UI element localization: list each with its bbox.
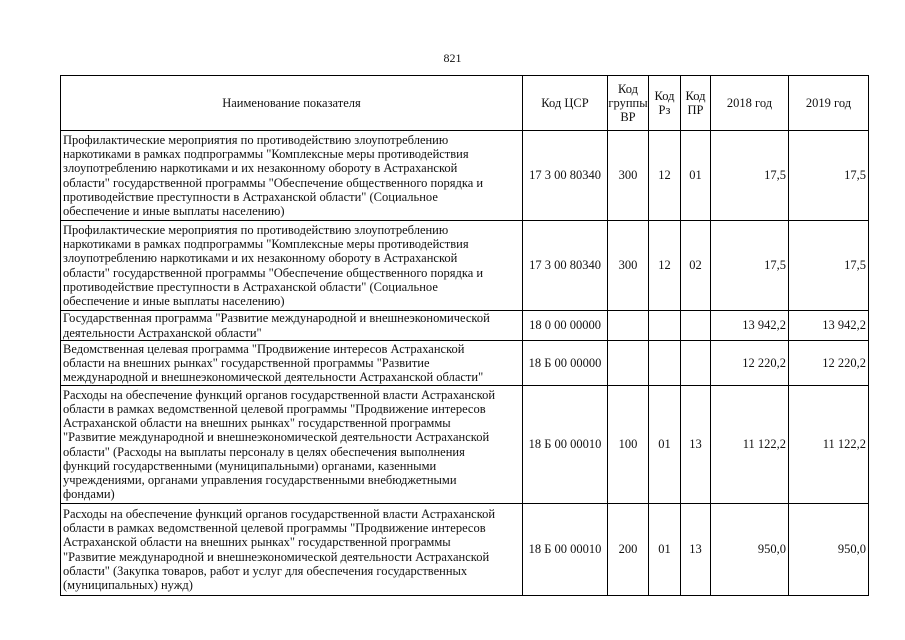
cell-vr-code: 300 (608, 221, 649, 311)
cell-pr-code (681, 341, 711, 386)
cell-pr-code (681, 311, 711, 341)
cell-amount-2018: 12 220,2 (711, 341, 789, 386)
cell-amount-2018: 11 122,2 (711, 386, 789, 504)
cell-pr-code: 13 (681, 504, 711, 596)
cell-rz-code: 01 (649, 504, 681, 596)
cell-indicator-name: Ведомственная целевая программа "Продвижение интересов Астраханской области на внешних рынках" государственной программы "Развитие международной и внешнеэкономической деятельности Астраханской области" (61, 341, 523, 386)
cell-pr-code: 13 (681, 386, 711, 504)
cell-vr-code: 300 (608, 131, 649, 221)
cell-amount-2019: 13 942,2 (789, 311, 869, 341)
cell-csr-code: 17 3 00 80340 (523, 131, 608, 221)
table-row (61, 131, 869, 221)
cell-amount-2018: 13 942,2 (711, 311, 789, 341)
table-row (61, 221, 869, 311)
header-pr-code: Код ПР (681, 76, 711, 131)
table-row (61, 504, 869, 596)
cell-vr-code: 200 (608, 504, 649, 596)
cell-csr-code: 18 Б 00 00000 (523, 341, 608, 386)
cell-amount-2019: 12 220,2 (789, 341, 869, 386)
cell-pr-code: 01 (681, 131, 711, 221)
cell-vr-code (608, 311, 649, 341)
cell-rz-code: 12 (649, 221, 681, 311)
page-number: 821 (443, 51, 462, 65)
cell-amount-2019: 11 122,2 (789, 386, 869, 504)
cell-csr-code: 17 3 00 80340 (523, 221, 608, 311)
cell-vr-code: 100 (608, 386, 649, 504)
table-row (61, 311, 869, 341)
header-vr-code: Код группы ВР (608, 76, 649, 131)
cell-rz-code: 01 (649, 386, 681, 504)
table-row (61, 341, 869, 386)
table-body (61, 131, 869, 596)
table-row (61, 386, 869, 504)
header-row (61, 76, 869, 131)
cell-indicator-name: Расходы на обеспечение функций органов государственной власти Астраханской области в рамках ведомственной целевой программы "Продвижение интересов Астраханской области на внешних рынках" государственной программы "Развитие международной и внешнеэкономической деятельности Астраханской области" (Закупка товаров, работ и услуг для обеспечения государственных (муниципальных) нужд) (61, 504, 523, 596)
table-header (61, 76, 869, 131)
cell-csr-code: 18 Б 00 00010 (523, 504, 608, 596)
cell-csr-code: 18 Б 00 00010 (523, 386, 608, 504)
cell-indicator-name: Профилактические мероприятия по противодействию злоупотреблению наркотиками в рамках подпрограммы "Комплексные меры противодействия злоупотреблению наркотиками и их незаконному обороту в Астраханской области" государственной программы "Обеспечение общественного порядка и противодействие преступности в Астраханской области" (Социальное обеспечение и иные выплаты населению) (61, 131, 523, 221)
cell-amount-2018: 950,0 (711, 504, 789, 596)
header-rz-code: Код Рз (649, 76, 681, 131)
cell-amount-2019: 17,5 (789, 131, 869, 221)
cell-rz-code (649, 341, 681, 386)
cell-pr-code: 02 (681, 221, 711, 311)
cell-amount-2019: 950,0 (789, 504, 869, 596)
cell-csr-code: 18 0 00 00000 (523, 311, 608, 341)
cell-indicator-name: Профилактические мероприятия по противодействию злоупотреблению наркотиками в рамках подпрограммы "Комплексные меры противодействия злоупотреблению наркотиками и их незаконному обороту в Астраханской области" государственной программы "Обеспечение общественного порядка и противодействие преступности в Астраханской области" (Социальное обеспечение и иные выплаты населению) (61, 221, 523, 311)
cell-rz-code: 12 (649, 131, 681, 221)
cell-amount-2018: 17,5 (711, 221, 789, 311)
cell-rz-code (649, 311, 681, 341)
cell-amount-2018: 17,5 (711, 131, 789, 221)
cell-indicator-name: Государственная программа "Развитие международной и внешнеэкономической деятельности Астраханской области" (61, 311, 523, 341)
budget-table (60, 75, 869, 596)
cell-indicator-name: Расходы на обеспечение функций органов государственной власти Астраханской области в рамках ведомственной целевой программы "Продвижение интересов Астраханской области на внешних рынках" государственной программы "Развитие международной и внешнеэкономической деятельности Астраханской области" (Расходы на выплаты персоналу в целях обеспечения выполнения функций государственными (муниципальными) органами, казенными учреждениями, органами управления государственными внебюджетными фондами) (61, 386, 523, 504)
header-year-2018: 2018 год (711, 76, 789, 131)
cell-vr-code (608, 341, 649, 386)
header-csr-code: Код ЦСР (523, 76, 608, 131)
header-year-2019: 2019 год (789, 76, 869, 131)
cell-amount-2019: 17,5 (789, 221, 869, 311)
header-indicator-name: Наименование показателя (61, 76, 523, 131)
